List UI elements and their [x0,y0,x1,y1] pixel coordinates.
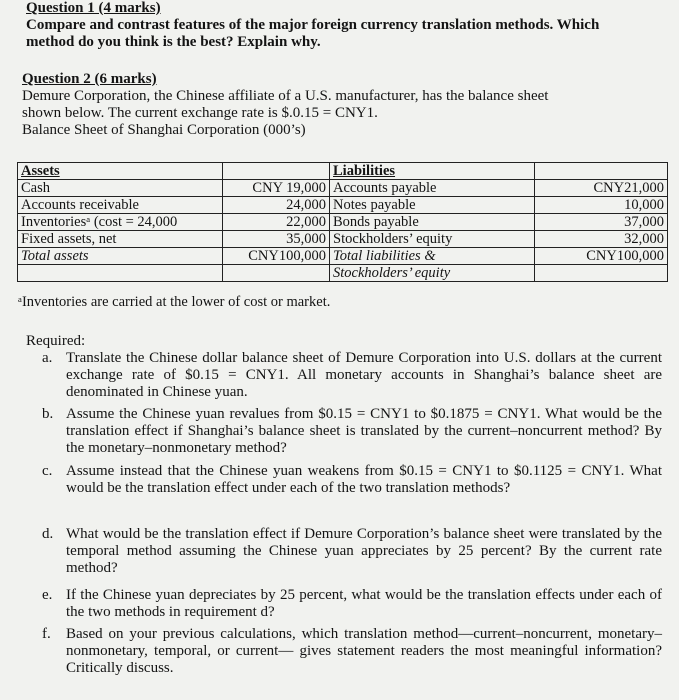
requirement-letter: b. [42,406,54,422]
liability-label: Accounts payable [330,180,535,197]
liability-label: Stockholders’ equity [330,265,535,282]
requirement-item-e [42,587,662,621]
asset-value: CNY100,000 [223,248,330,265]
requirement-item-b [42,406,662,457]
requirement-text: If the Chinese yuan depreciates by 25 percent, what would be the translation effects under each of the two methods in requirement d? [66,587,662,620]
asset-value: 24,000 [223,197,330,214]
question1-text: Compare and contrast features of the major foreign currency translation methods. Which method do you think is the best? Explain why. [26,17,600,50]
question2-title: Question 2 (6 marks) [22,71,157,87]
liabilities-header-value [535,163,668,180]
asset-value: CNY 19,000 [223,180,330,197]
requirement-item-c [42,463,662,497]
asset-value [223,265,330,282]
question2-intro [22,88,622,139]
intro-line-3: Balance Sheet of Shanghai Corporation (000’s) [22,122,306,138]
inventory-footnote: ᵃInventories are carried at the lower of cost or market. [18,294,331,310]
asset-label: Cash [18,180,223,197]
requirement-letter: e. [42,587,53,603]
liability-value: CNY21,000 [535,180,668,197]
table-row [18,214,668,231]
asset-label [18,265,223,282]
requirement-letter: d. [42,526,54,542]
table-row [18,180,668,197]
balance-sheet-header-row [18,163,668,180]
liability-label: Bonds payable [330,214,535,231]
requirement-letter: c. [42,463,53,479]
table-row-total [18,248,668,265]
requirement-text: Assume the Chinese yuan revalues from $0.15 = CNY1 to $0.1875 = CNY1. What would be the translation effect if Shanghai’s balance sheet is translated by the current–noncurrent method? By the monetary–nonmonetary method? [66,406,662,456]
liability-label: Notes payable [330,197,535,214]
requirement-text: What would be the translation effect if Demure Corporation’s balance sheet were translated by the temporal method assuming the Chinese yuan appreciates by 25 percent? By the current rate method? [66,526,662,576]
requirement-letter: f. [42,626,51,642]
liabilities-header: Liabilities [330,163,535,180]
question1-title: Question 1 (4 marks) [26,0,161,16]
table-row [18,197,668,214]
requirement-text: Assume instead that the Chinese yuan weakens from $0.15 = CNY1 to $0.1125 = CNY1. What would be the translation effect under each of the two translation methods? [66,463,662,496]
asset-label: Fixed assets, net [18,231,223,248]
required-label: Required: [26,333,86,349]
assets-header: Assets [18,163,223,180]
requirement-text: Translate the Chinese dollar balance sheet of Demure Corporation into U.S. dollars at the current exchange rate of $0.15 = CNY1. All monetary accounts in Shanghai’s balance sheet are denominated in Chinese yuan. [66,350,662,400]
liability-value: 37,000 [535,214,668,231]
intro-line-2: shown below. The current exchange rate is $.0.15 = CNY1. [22,105,378,121]
requirement-text: Based on your previous calculations, which translation method—current–noncurrent, monetary– nonmonetary, temporal, or current— gives statement readers the most meaningful information? Critically discuss. [66,626,662,676]
liability-value: 10,000 [535,197,668,214]
requirement-item-f [42,626,662,677]
requirement-letter: a. [42,350,53,366]
balance-sheet-table [17,162,668,282]
requirement-item-a [42,350,662,401]
assets-header-value [223,163,330,180]
asset-value: 22,000 [223,214,330,231]
liability-value: 32,000 [535,231,668,248]
table-row [18,231,668,248]
asset-label: Accounts receivable [18,197,223,214]
liability-value [535,265,668,282]
liability-value: CNY100,000 [535,248,668,265]
liability-label: Stockholders’ equity [330,231,535,248]
asset-value: 35,000 [223,231,330,248]
intro-line-1: Demure Corporation, the Chinese affiliate of a U.S. manufacturer, has the balance sheet [22,88,549,104]
liability-label: Total liabilities & [330,248,535,265]
table-row-last [18,265,668,282]
asset-label: Total assets [18,248,223,265]
requirement-item-d [42,526,662,577]
asset-label: Inventoriesᵃ (cost = 24,000 [18,214,223,231]
